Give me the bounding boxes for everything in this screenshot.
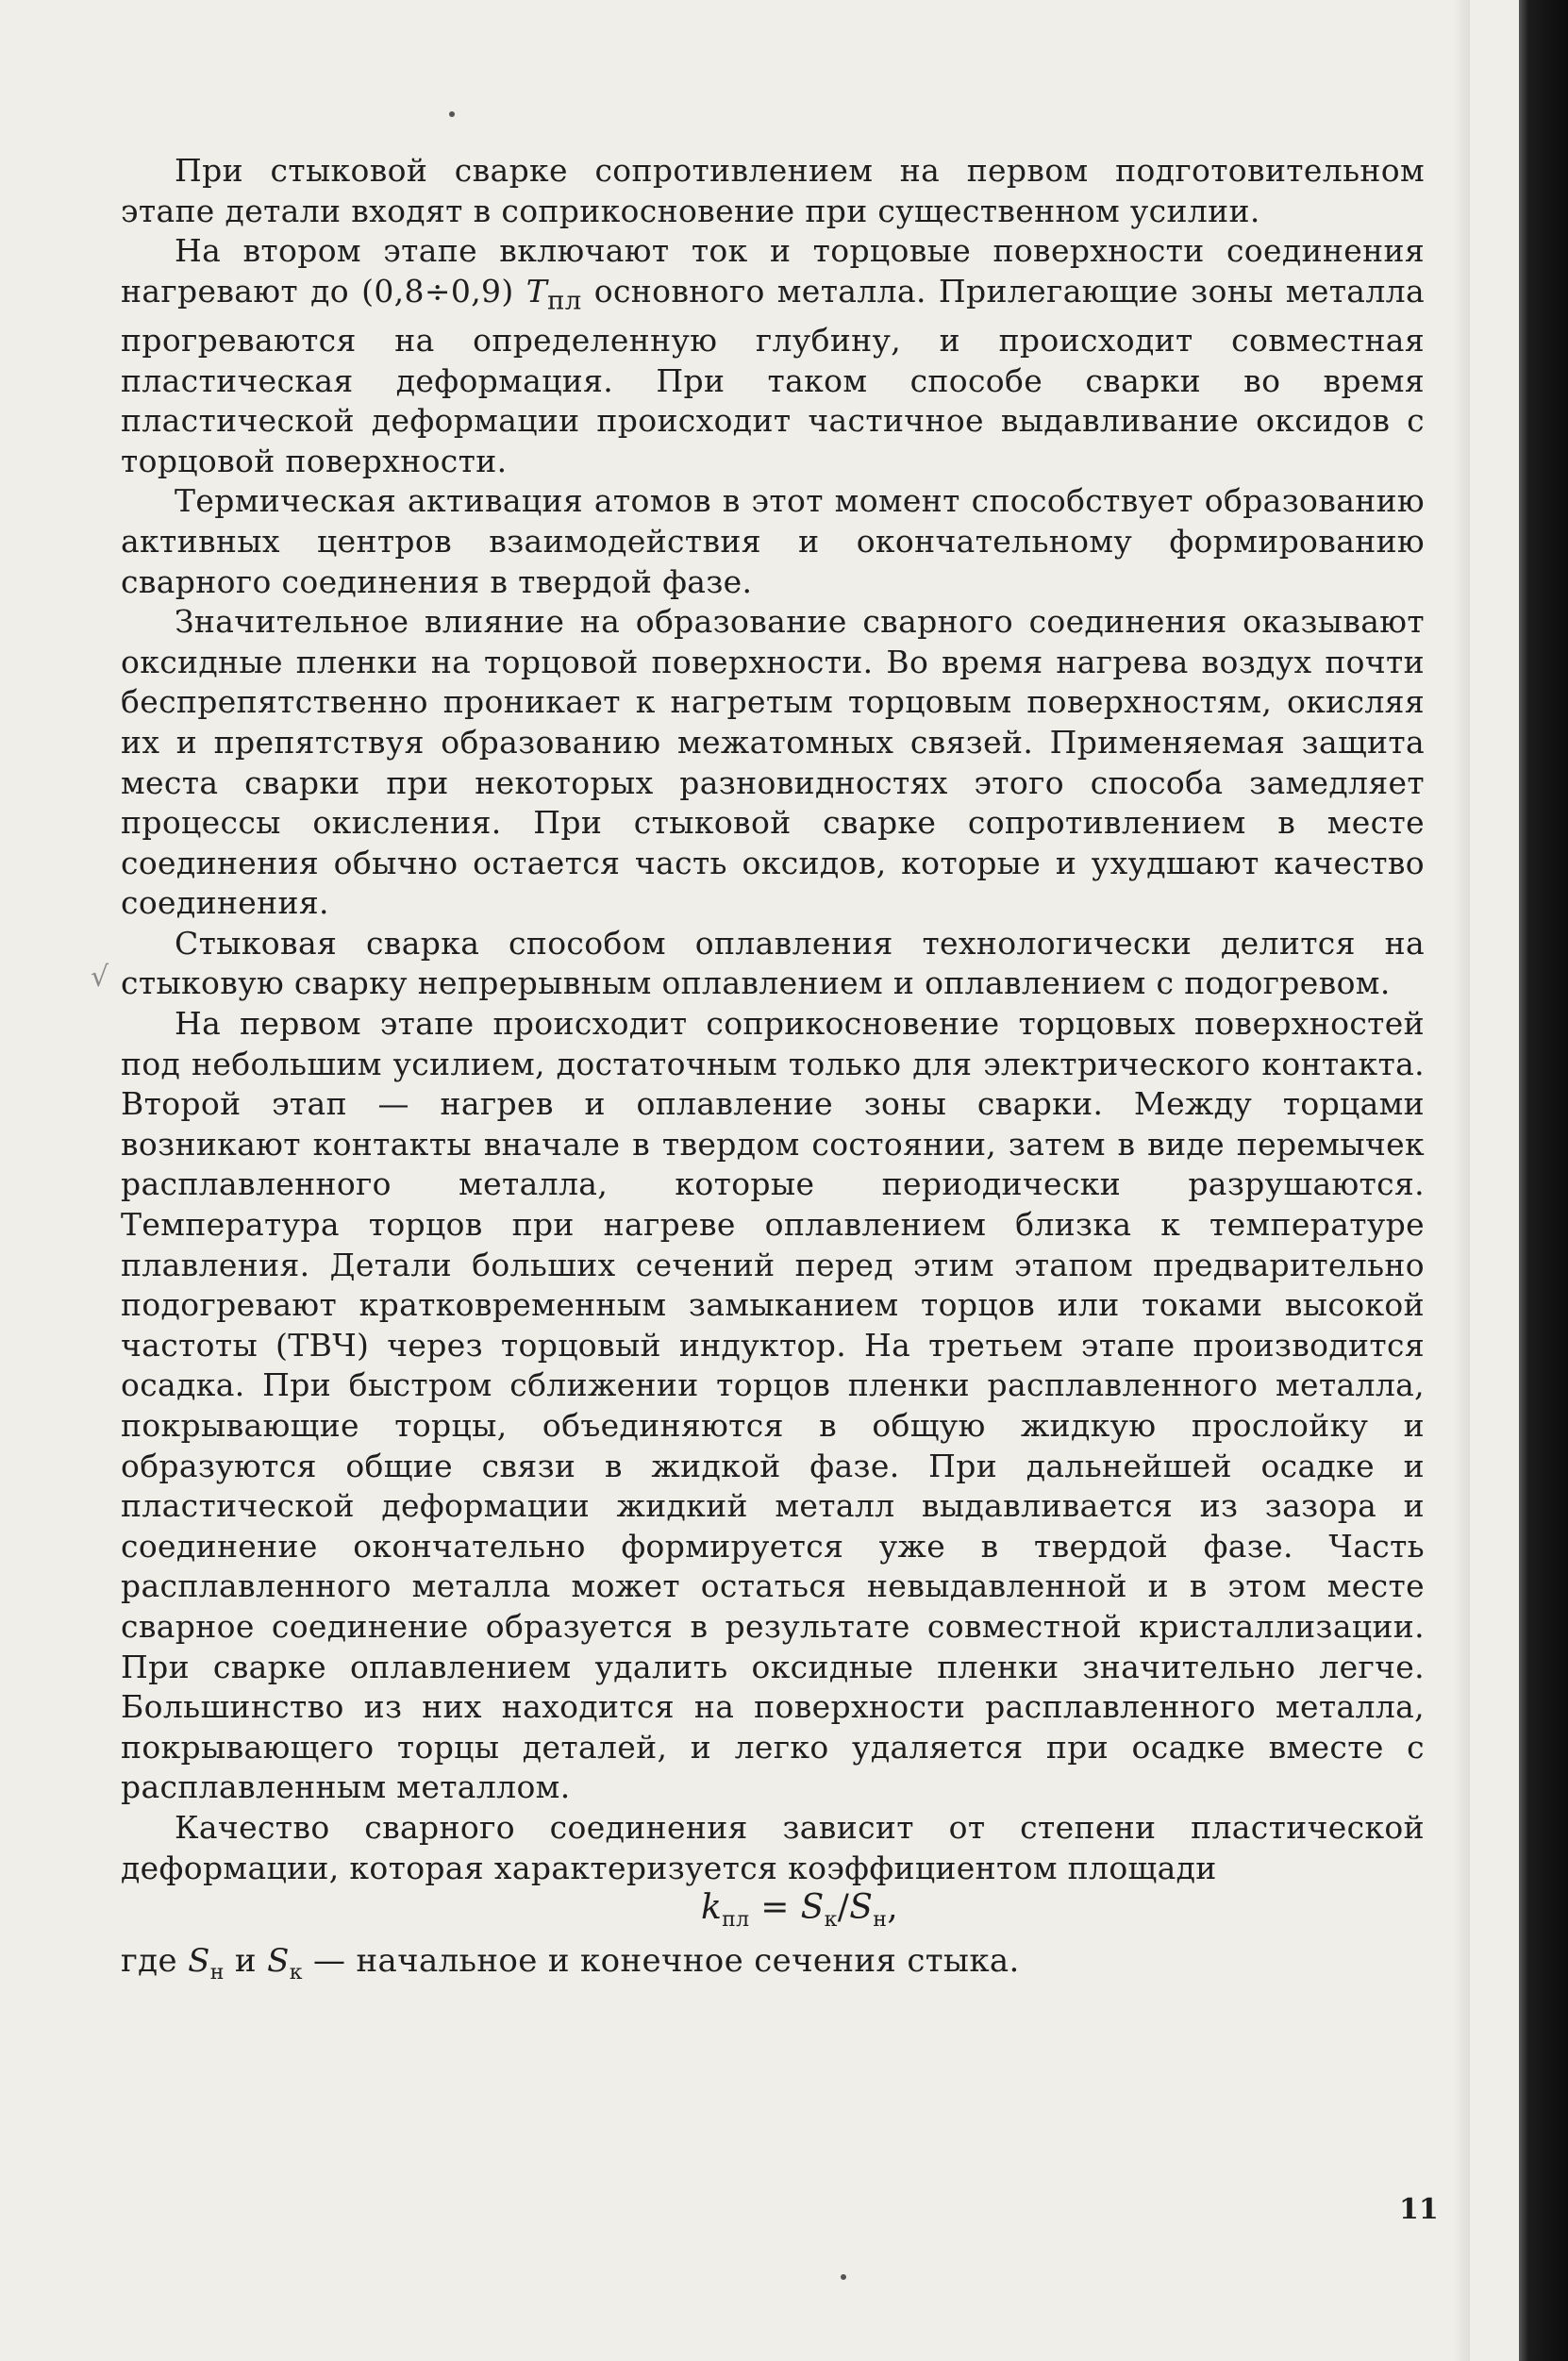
where-rest: — начальное и конечное сечения стыка. (302, 1941, 1020, 1980)
body-text (121, 151, 1425, 1993)
where-lead: где (121, 1941, 189, 1980)
page-number: 11 (1399, 2193, 1439, 2226)
where-and: и (224, 1941, 268, 1980)
paragraph-4: Значительное влияние на образование сварного соединения оказывают оксидные пленки на торцовой поверхности. Во время нагрева воздух почти беспрепятственно проникает к нагретым торцовым поверхностям, окисляя их и препятствуя образованию межатомных связей. Применяемая защита места сварки при некоторых разновидностях этого способа замедляет процессы окисления. При стыковой сварке сопротивлением в месте соединения обычно остается часть оксидов, которые и ухудшают качество соединения. (121, 603, 1425, 922)
symbol-t-subscript: пл (547, 285, 582, 316)
formula-k-subscript: пл (722, 1908, 750, 1933)
page-shadow (1453, 0, 1470, 2361)
where-s-n-subscript: н (209, 1960, 225, 1984)
paragraph-6: На первом этапе происходит соприкосновение торцовых поверхностей под небольшим усилием, достаточным только для электрического контакта. Второй этап — нагрев и оплавление зоны сварки. Между торцами возникают контакты вначале в твердом состоянии, затем в виде перемычек расплавленного металла, которые периодически разрушаются. Температура торцов при нагреве оплавлением близка к температуре плавления. Детали больших сечений перед этим этапом предварительно подогревают кратковременным замыканием торцов или токами высокой частоты (ТВЧ) через торцовый индуктор. На третьем этапе производится осадка. При быстром сближении торцов пленки расплавленного металла, покрывающие торцы, объединяются в общую жидкую прослойку и образуются общие связи в жидкой фазе. При дальнейшей осадке и пластической деформации жидкий металл выдавливается из зазора и соединение окончательно формируется уже в твердой фазе. Часть расплавленного металла может остаться невыдавленной и в этом месте сварное соединение образуется в результате совместной кристаллизации. При сварке оплавлением удалить оксидные пленки значительно легче. Большинство из них находится на поверхности расплавленного металла, покрывающего торцы деталей, и легко удаляется при осадке вместе с расплавленным металлом. (121, 1005, 1425, 1806)
margin-check-mark: √ (91, 961, 109, 994)
formula-comma: , (887, 1888, 899, 1928)
formula-s1: S (800, 1888, 825, 1928)
where-s-k: S (267, 1941, 290, 1980)
formula-slash: / (837, 1888, 850, 1928)
symbol-t: T (525, 272, 548, 310)
paragraph-3: Термическая активация атомов в этот момент способствует образованию активных центров взаимодействия и окончательному формированию сварного соединения в твердой фазе. (121, 482, 1425, 600)
speck (449, 111, 455, 117)
paragraph-1: При стыковой сварке сопротивлением на первом подготовительном этапе детали входят в соприкосновение при существенном усилии. (121, 152, 1425, 229)
paragraph-2-part-2: основного металла. Прилегающие зоны металла прогреваются на определенную глубину, и происходит совместная пластическая деформация. При таком способе сварки во время пластической деформации происходит частичное выдавливание оксидов с торцовой поверхности. (121, 272, 1425, 479)
book-spine-shadow (1519, 0, 1568, 2361)
formula-k: k (700, 1888, 723, 1928)
paragraph-7: Качество сварного соединения зависит от степени пластической деформации, которая характеризуется коэффициентом площади (121, 1808, 1425, 1886)
speck (841, 2274, 846, 2280)
where-s-k-subscript: к (289, 1960, 303, 1984)
formula-equals: = (749, 1888, 801, 1928)
formula-s2-subscript: н (873, 1908, 888, 1933)
where-s-n: S (188, 1941, 210, 1980)
paragraph-2-part-1: На втором этапе включают ток и торцовые поверхности соединения нагревают до (0,8÷0,9) (121, 232, 1425, 310)
paragraph-5: Стыковая сварка способом оплавления технологически делится на стыковую сварку непрерывным оплавлением и оплавлением с подогревом. (121, 924, 1425, 1002)
where-clause (121, 1941, 1425, 1993)
formula-s2: S (849, 1888, 874, 1928)
paragraph-2 (121, 231, 1425, 481)
formula-s1-subscript: к (824, 1908, 838, 1933)
formula (121, 1888, 1425, 1941)
